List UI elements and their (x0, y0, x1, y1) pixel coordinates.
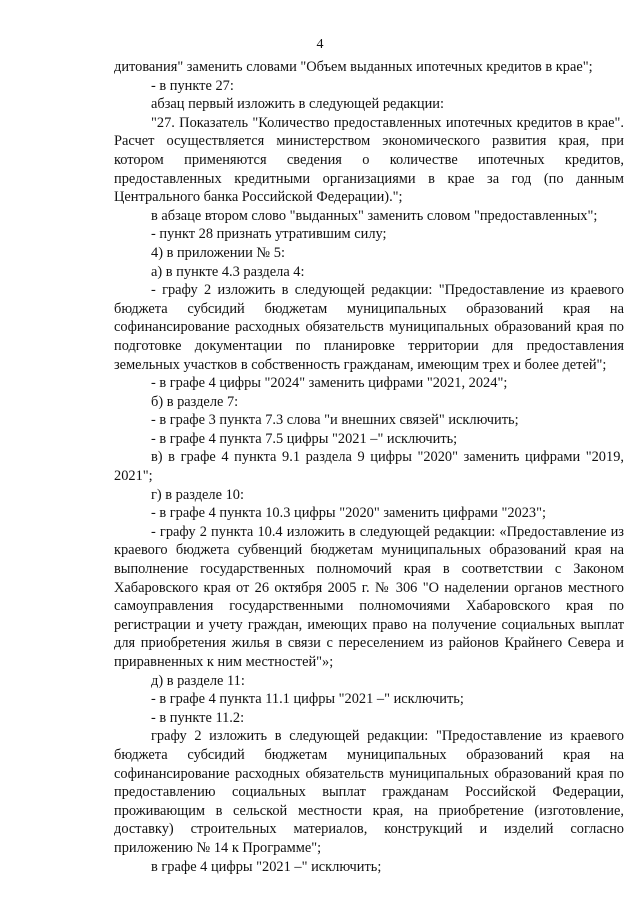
page-number: 4 (316, 37, 324, 52)
paragraph: - в графе 4 пункта 7.5 цифры "2021 –" исключить; (151, 430, 458, 447)
paragraph: - в пункте 27: (151, 77, 234, 94)
paragraph: - в графе 4 пункта 11.1 цифры "2021 –" исключить; (151, 691, 464, 708)
paragraph: б) в разделе 7: (151, 393, 239, 410)
paragraph: - в графе 3 пункта 7.3 слова "и внешних связей" исключить; (151, 412, 519, 429)
paragraph: - графу 2 изложить в следующей редакции: "Предоставление из краевого бюджета субсидий бюджетам муниципальных образований края на софинансирование расходных обязательств муниципальных образований края по подготовке документации по планировке территории для предоставления земельных участков в собственность гражданам, имеющим трех и более детей"; (114, 282, 624, 373)
paragraph: абзац первый изложить в следующей редакции: (151, 96, 445, 113)
paragraph: - графу 2 пункта 10.4 изложить в следующей редакции: «Предоставление из краевого бюджета субвенций бюджетам муниципальных образований края на выполнение государственных полномочий края в соответствии с Законом Хабаровского края от 26 октября 2005 г. № 306 "О наделении органов местного самоуправления государственными полномочиями Хабаровского края по регистрации и учету граждан, имеющих право на получение социальных выплат для приобретения жилья в связи с переселением из районов Крайнего Севера и приравненных к ним местностей"»; (114, 523, 624, 670)
paragraph: "27. Показатель "Количество предоставленных ипотечных кредитов в крае". Расчет осуществляется министерством экономического развития края, при котором применяются сведения о количестве ипотечных кредитов, предоставленных кредитными организациями в крае за год (по данным Центрального банка Российской Федерации)."; (114, 114, 624, 206)
paragraph: 4) в приложении № 5: (151, 244, 285, 261)
paragraph: дитования" заменить словами "Объем выданных ипотечных кредитов в крае"; (114, 59, 593, 75)
paragraph: - в графе 4 пункта 10.3 цифры "2020" заменить цифрами "2023"; (151, 505, 546, 522)
paragraph: в) в графе 4 пункта 9.1 раздела 9 цифры "2020" заменить цифрами "2019, 2021"; (114, 449, 624, 485)
paragraph: - в пункте 11.2: (151, 709, 245, 726)
paragraph: - пункт 28 признать утратившим силу; (151, 226, 387, 243)
document-body (114, 58, 624, 876)
paragraph: - в графе 4 цифры "2024" заменить цифрами "2021, 2024"; (151, 375, 508, 392)
paragraph: г) в разделе 10: (151, 486, 244, 503)
paragraph: д) в разделе 11: (151, 672, 245, 689)
paragraph: в абзаце втором слово "выданных" заменить словом "предоставленных"; (151, 207, 598, 224)
paragraph: графу 2 изложить в следующей редакции: "Предоставление из краевого бюджета субсидий бюджетам муниципальных образований края на софинансирование расходных обязательств муниципальных образований края по предоставлению социальных выплат гражданам Российской Федерации, проживающим в сельской местности края, на приобретение (изготовление, доставку) строительных материалов, конструкций и изделий согласно приложению № 14 к Программе"; (114, 728, 624, 856)
paragraph: а) в пункте 4.3 раздела 4: (151, 263, 305, 280)
paragraph: в графе 4 цифры "2021 –" исключить; (151, 858, 382, 875)
